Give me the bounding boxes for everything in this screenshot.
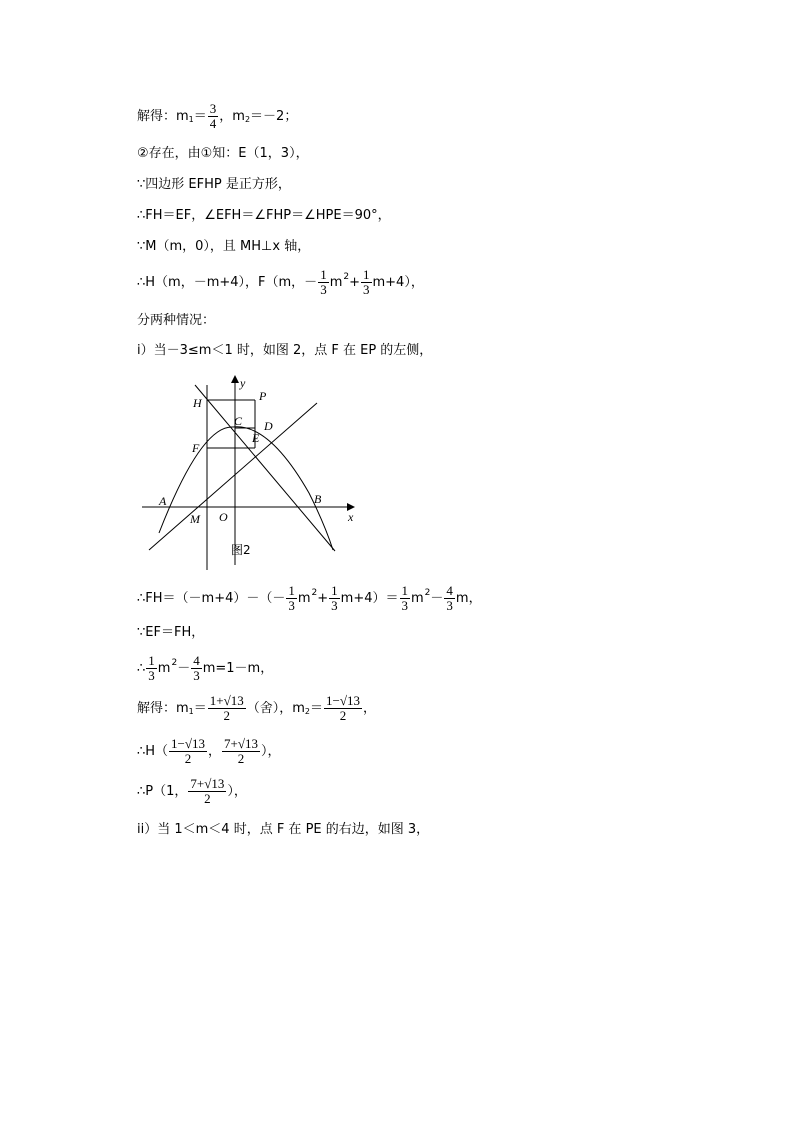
line-P-result: [137, 777, 247, 806]
text: ii）当 1＜m＜4 时，点 F 在 PE 的右边，如图 3，: [137, 822, 430, 837]
text: ∵四边形 EFHP 是正方形，: [137, 177, 291, 192]
text: 分两种情况：: [137, 313, 216, 328]
numerator: 4: [446, 583, 453, 598]
exponent: 2: [311, 587, 318, 598]
numerator: 1−√13: [171, 736, 206, 751]
text: ∴FH＝（－m+4）－（－: [137, 590, 286, 606]
text: i）当－3≤m＜1 时，如图 2，点 F 在 EP 的左侧，: [137, 343, 433, 358]
solution-line-m-values: [137, 102, 297, 131]
fraction: [444, 584, 455, 613]
text: +: [349, 274, 360, 290]
text: ＝: [193, 108, 207, 124]
text: －: [177, 660, 191, 676]
label-F: F: [192, 441, 200, 455]
numerator: 1: [401, 583, 408, 598]
denominator: 3: [446, 598, 453, 613]
fraction: [146, 654, 157, 683]
fraction: [361, 268, 372, 297]
numerator: 1+√13: [209, 693, 244, 708]
denominator: 3: [401, 598, 408, 613]
denominator: 3: [331, 598, 338, 613]
line-BC: [195, 385, 335, 551]
text: 解得：m: [137, 108, 189, 124]
label-M: M: [190, 512, 200, 526]
label-B: B: [314, 492, 322, 506]
fraction: [169, 737, 207, 766]
line-FH-expression: [137, 584, 482, 613]
numerator: 1: [320, 267, 327, 282]
denominator: 3: [363, 282, 370, 297]
text: m: [329, 274, 343, 290]
text: m=1－m，: [202, 660, 274, 676]
figure-caption: 图2: [231, 543, 251, 557]
line-H-result: [137, 737, 281, 766]
denominator: 3: [320, 282, 327, 297]
text: ＝: [193, 700, 207, 716]
numerator: 1: [363, 267, 370, 282]
text: m+4），: [372, 274, 424, 290]
subscript: 2: [244, 114, 251, 124]
text: ），: [261, 743, 281, 759]
fraction: [222, 737, 260, 766]
line-exists-E: [137, 146, 309, 162]
text: ＝－2；: [250, 108, 298, 124]
label-C: C: [234, 414, 243, 428]
text: ，: [363, 700, 377, 716]
numerator: 7+√13: [224, 736, 258, 751]
fraction: [191, 654, 202, 683]
figure-2-parabola: [137, 365, 367, 570]
denominator: 2: [339, 708, 347, 723]
line-M-point: [137, 239, 310, 255]
label-x: x: [348, 510, 354, 524]
text: ∵EF＝FH，: [137, 625, 205, 640]
numerator: 4: [193, 653, 200, 668]
denominator: 3: [148, 668, 155, 683]
fraction: [329, 584, 340, 613]
text: +: [317, 590, 329, 606]
line-angles: [137, 208, 391, 224]
subscript: 2: [304, 706, 311, 716]
label-D: D: [264, 419, 273, 433]
denominator: 3: [288, 598, 295, 613]
exponent: 2: [424, 587, 431, 598]
subscript: 1: [188, 114, 194, 124]
text: ∴FH＝EF，∠EFH＝∠FHP＝∠HPE＝90°，: [137, 208, 391, 223]
line-square: [137, 177, 291, 193]
text: （舍），m: [246, 700, 305, 716]
fraction: [286, 584, 297, 613]
text: ＝: [310, 700, 324, 716]
fraction: [324, 694, 362, 723]
line-EF-FH: [137, 625, 204, 641]
text: ∴P（1，: [137, 783, 188, 799]
label-A: A: [159, 494, 167, 508]
text: ，: [208, 743, 222, 759]
exponent: 2: [171, 657, 178, 668]
text: m，: [455, 590, 482, 606]
label-E: E: [252, 431, 260, 445]
line-case-ii: [137, 822, 429, 838]
denominator: 3: [193, 668, 200, 683]
fraction: [208, 694, 246, 723]
fraction: [208, 102, 219, 131]
text: ），: [227, 783, 247, 799]
text: ∵M（m，0），且 MH⊥x 轴，: [137, 239, 311, 254]
text: m: [411, 590, 424, 606]
text: m+4）＝: [340, 590, 399, 606]
denominator: 4: [209, 116, 217, 131]
label-O: O: [219, 510, 228, 524]
line-equation: [137, 654, 273, 683]
label-P: P: [259, 389, 267, 403]
denominator: 2: [237, 751, 245, 766]
text: m: [157, 660, 171, 676]
numerator: 7+√13: [190, 776, 225, 791]
line-two-cases: [137, 313, 215, 329]
denominator: 2: [184, 751, 192, 766]
fraction: [318, 268, 329, 297]
text: m: [297, 590, 311, 606]
text: ②存在，由①知：E（1，3），: [137, 146, 309, 161]
fraction: [400, 584, 411, 613]
label-y: y: [240, 376, 246, 390]
text: ∴: [137, 660, 146, 676]
text: 解得：m: [137, 700, 189, 716]
denominator: 2: [223, 708, 231, 723]
line-H-F-coords: [137, 268, 424, 297]
text: ∴H（m，－m+4），F（m，－: [137, 274, 318, 290]
numerator: 1−√13: [326, 693, 360, 708]
numerator: 1: [288, 583, 295, 598]
text: －: [430, 590, 444, 606]
numerator: 1: [331, 583, 338, 598]
line-case-i: [137, 343, 432, 359]
y-axis-arrow: [231, 375, 239, 383]
line-solve-m: [137, 694, 376, 723]
numerator: 1: [148, 653, 155, 668]
text: ∴H（: [137, 743, 169, 759]
line-AD: [149, 403, 317, 550]
exponent: 2: [343, 271, 350, 282]
subscript: 1: [188, 706, 194, 716]
label-H: H: [193, 396, 202, 410]
fraction: [188, 777, 226, 806]
numerator: 3: [209, 101, 217, 116]
text: ，m: [219, 108, 245, 124]
denominator: 2: [204, 791, 211, 806]
